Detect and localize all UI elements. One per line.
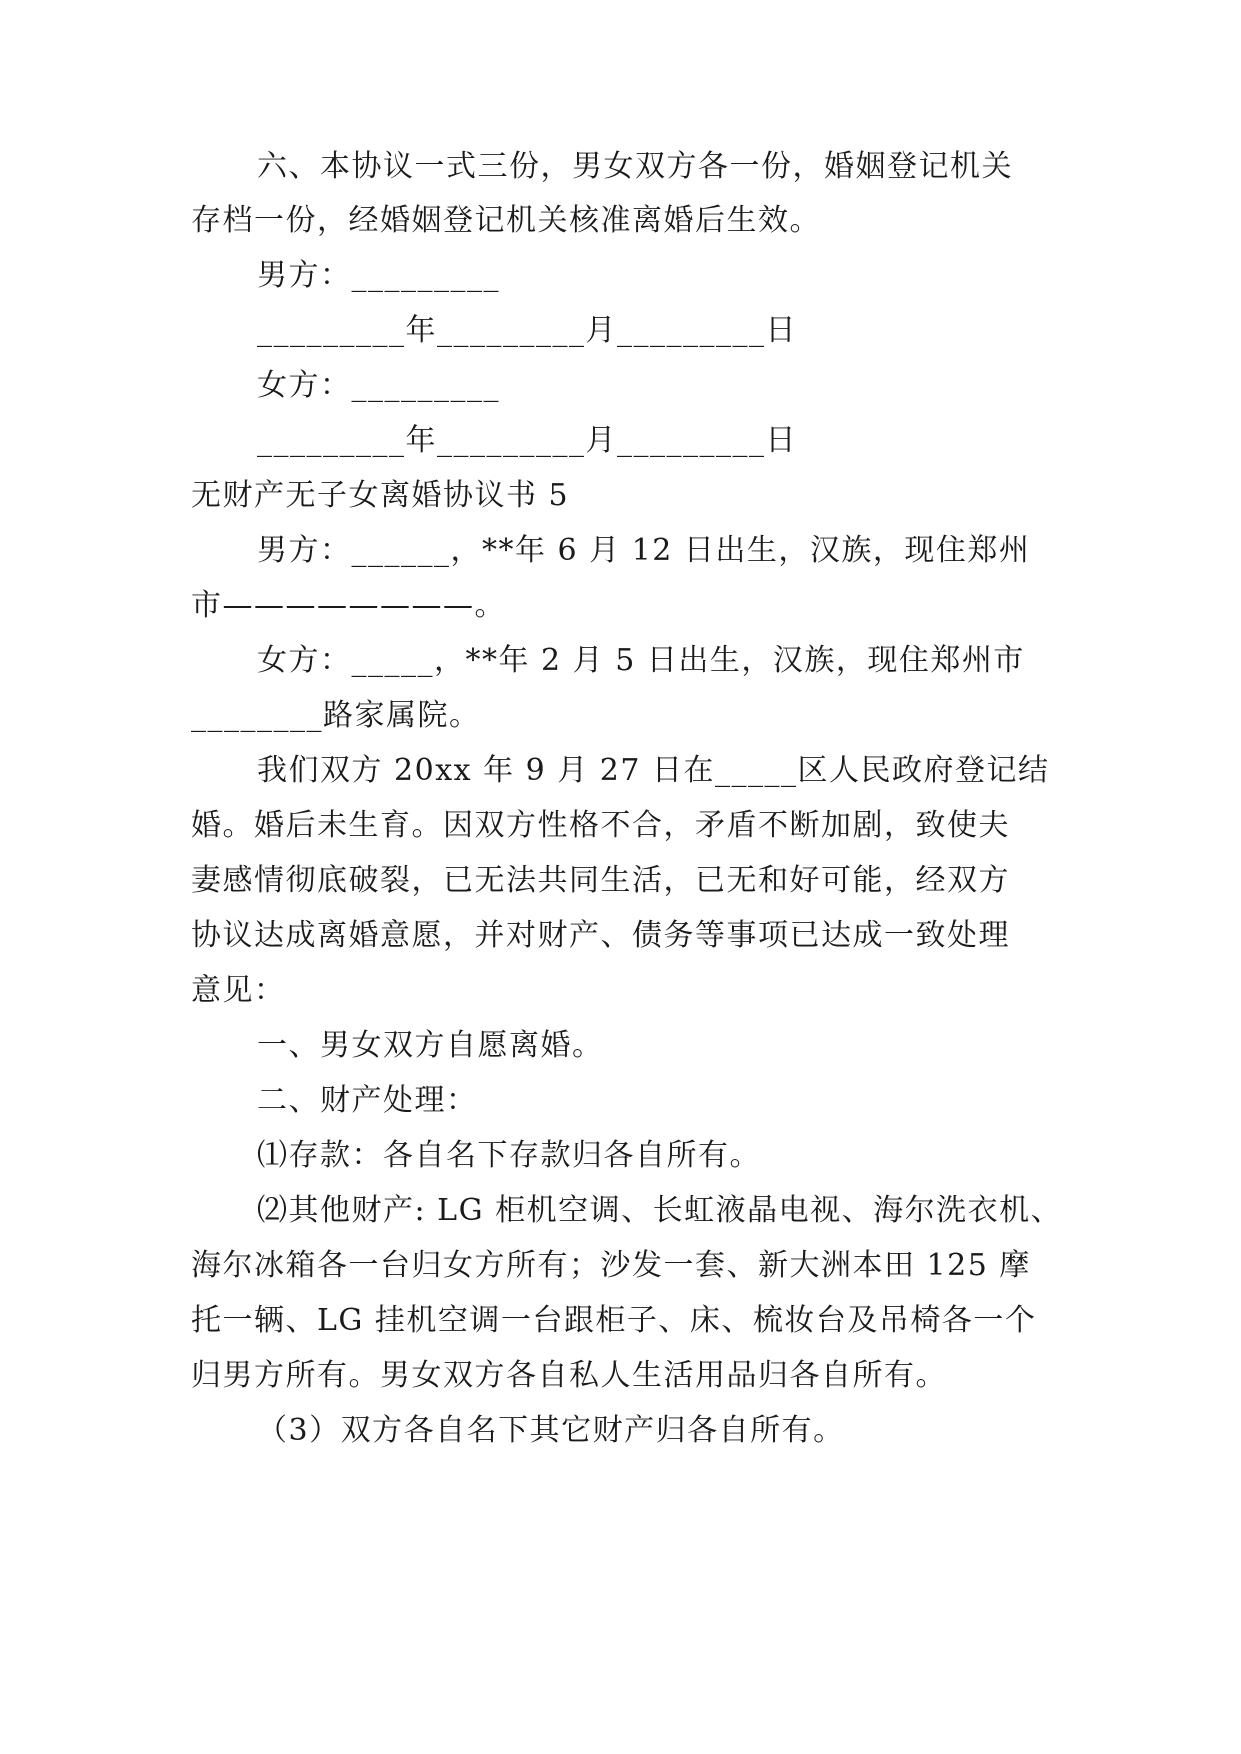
paragraph-line: 协议达成离婚意愿，并对财产、债务等事项已达成一致处理 <box>191 918 1010 953</box>
paragraph-line: 六、本协议一式三份，男女双方各一份，婚姻登记机关 <box>257 149 1013 184</box>
signature-line-male: 男方：_________ <box>257 258 500 293</box>
paragraph-line: 我们双方 20xx 年 9 月 27 日在_____区人民政府登记结 <box>257 753 1050 788</box>
paragraph-line: 婚。婚后未生育。因双方性格不合，矛盾不断加剧，致使夫 <box>191 808 1010 843</box>
date-line-male: _________年_________月_________日 <box>257 313 797 348</box>
section-title: 无财产无子女离婚协议书 5 <box>191 478 570 513</box>
paragraph-line: 意见： <box>191 973 286 1008</box>
paragraph-line: 男方：______，**年 6 月 12 日出生，汉族，现住郑州 <box>257 533 1031 568</box>
paragraph-line: ⑵其他财产: LG 柜机空调、长虹液晶电视、海尔洗衣机、 <box>257 1193 1063 1228</box>
paragraph-line: 托一辆、LG 挂机空调一台跟柜子、床、梳妆台及吊椅各一个 <box>191 1303 1037 1338</box>
paragraph-line: ⑴存款：各自名下存款归各自所有。 <box>257 1138 761 1173</box>
paragraph-line: 女方：_____，**年 2 月 5 日出生，汉族，现住郑州市 <box>257 643 1025 678</box>
paragraph-line: 归男方所有。男女双方各自私人生活用品归各自所有。 <box>191 1358 947 1393</box>
paragraph-line: ________路家属院。 <box>191 698 481 733</box>
date-line-female: _________年_________月_________日 <box>257 423 797 458</box>
paragraph-line: 存档一份，经婚姻登记机关核准离婚后生效。 <box>191 203 821 238</box>
paragraph-line: 妻感情彻底破裂，已无法共同生活，已无和好可能，经双方 <box>191 863 1010 898</box>
paragraph-line: 一、男女双方自愿离婚。 <box>257 1028 604 1063</box>
paragraph-line: （3）双方各自名下其它财产归各自所有。 <box>257 1413 845 1448</box>
paragraph-line: 海尔冰箱各一台归女方所有；沙发一套、新大洲本田 125 摩 <box>191 1248 1031 1283</box>
paragraph-line: 二、财产处理： <box>257 1083 478 1118</box>
signature-line-female: 女方：_________ <box>257 368 500 403</box>
paragraph-line: 市————————。 <box>191 588 506 623</box>
